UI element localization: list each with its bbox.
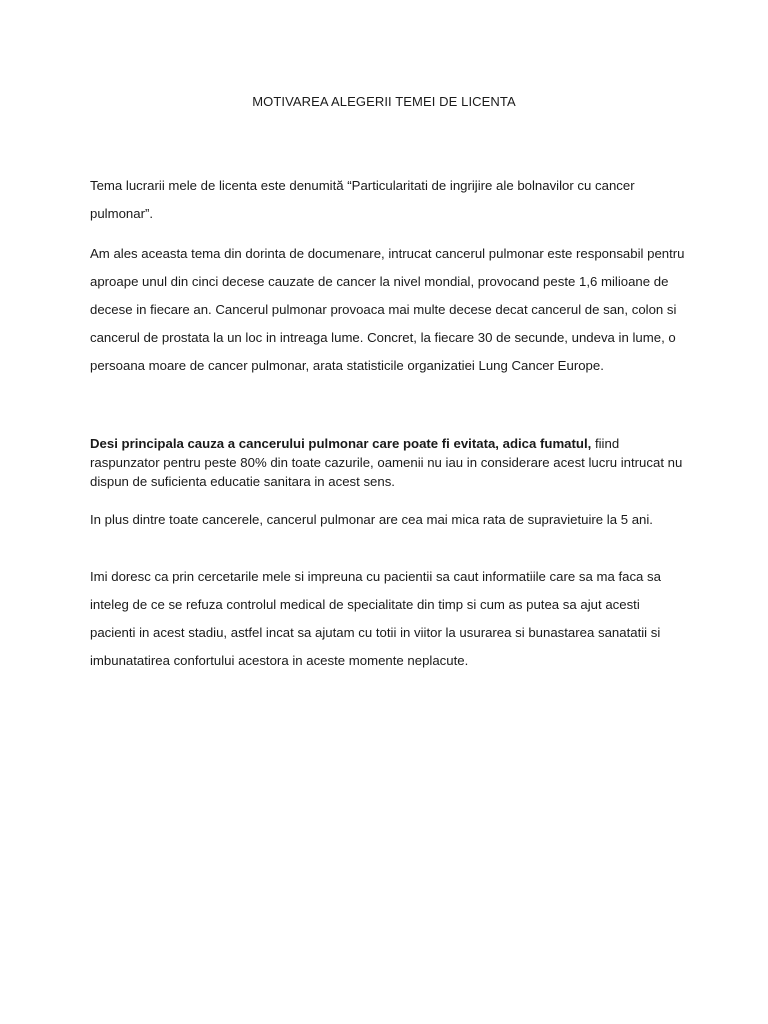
paragraph-goals: Imi doresc ca prin cercetarile mele si impreuna cu pacientii sa caut informatiile care sa ma faca sa inteleg de ce se refuza controlul medical de specialitate din timp si cum as putea sa ajut acesti pacienti in acest stadiu, astfel incat sa ajutam cu totii in viitor la usurarea si bunastarea sanatatii si imbunatatirea confortului acestora in aceste momente neplacute. — [90, 569, 661, 668]
document-title: MOTIVAREA ALEGERII TEMEI DE LICENTA — [252, 94, 516, 109]
paragraph-topic: Tema lucrarii mele de licenta este denumită “Particularitati de ingrijire ale bolnavilor cu cancer pulmonar”. — [90, 178, 635, 221]
paragraph-smoking-cause-bold: Desi principala cauza a cancerului pulmonar care poate fi evitata, adica fumatul, — [90, 436, 592, 451]
paragraph-smoking-cause-rest: fiind raspunzator pentru peste 80% din toate cazurile, oamenii nu iau in considerare acest lucru intrucat nu dispun de suficienta educatie sanitara in acest sens. — [90, 436, 683, 489]
paragraph-survival-rate: In plus dintre toate cancerele, cancerul pulmonar are cea mai mica rata de supravietuire la 5 ani. — [90, 512, 653, 527]
paragraph-motivation: Am ales aceasta tema din dorinta de documenare, intrucat cancerul pulmonar este responsabil pentru aproape unul din cinci decese cauzate de cancer la nivel mondial, provocand peste 1,6 milioane de decese in fiecare an. Cancerul pulmonar provoaca mai multe decese decat cancerul de san, colon si cancerul de prostata la un loc in intreaga lume. Concret, la fiecare 30 de secunde, undeva in lume, o persoana moare de cancer pulmonar, arata statisticile organizatiei Lung Cancer Europe. — [90, 246, 685, 373]
paragraph-smoking-cause — [90, 434, 688, 491]
